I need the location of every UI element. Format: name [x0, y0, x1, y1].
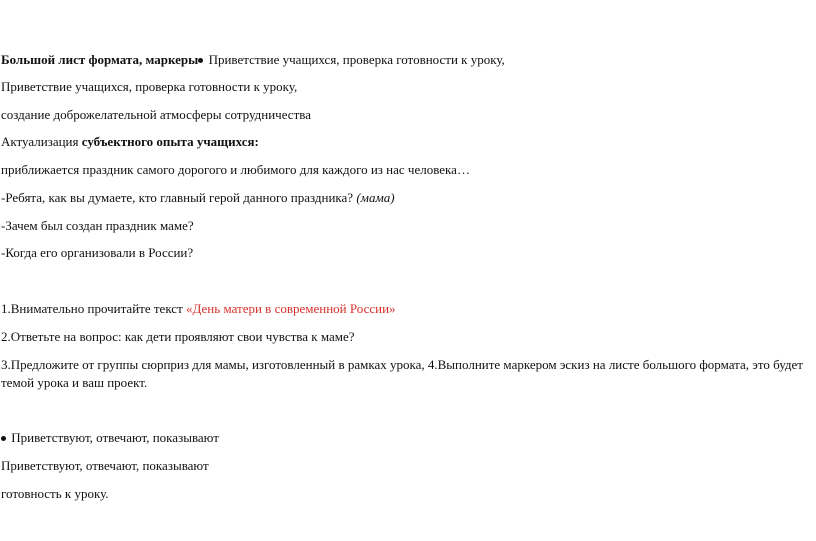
- task-suggest-surprise-line: 3.Предложите от группы сюрприз для мамы, изготовленный в рамках урока, 4.Выполните маркером эскиз на листе большого формата, это будет: [1, 357, 803, 372]
- question-why-created-line: -Зачем был создан праздник маме?: [1, 218, 194, 233]
- question-main-hero-line: [1, 190, 395, 206]
- subject-experience-text: субъектного опыта учащихся:: [81, 134, 259, 149]
- question-when-organized-line: -Когда его организовали в России?: [1, 245, 194, 260]
- bullet-icon: [198, 58, 203, 63]
- holiday-approaching-line: приближается праздник самого дорогого и любимого для каждого из нас человека…: [1, 162, 470, 177]
- greeting-line: Приветствие учащихся, проверка готовности к уроку,: [1, 79, 298, 94]
- bullet-icon: [1, 436, 6, 441]
- students-response-line: Приветствуют, отвечают, показывают: [1, 458, 209, 473]
- answer-mama: (мама): [356, 190, 395, 205]
- task-answer-question-line: 2.Ответьте на вопрос: как дети проявляют свои чувства к маме?: [1, 329, 355, 344]
- students-response-bullet-line: [1, 430, 219, 446]
- greeting-text: Приветствие учащихся, проверка готовности к уроку,: [205, 52, 505, 67]
- students-response-text: Приветствуют, отвечают, показывают: [8, 430, 219, 445]
- text-title-highlight: «День матери в современной России»: [186, 301, 396, 316]
- materials-label: Большой лист формата, маркеры: [1, 52, 199, 67]
- task-read-text-line: [1, 301, 396, 317]
- atmosphere-line: создание доброжелательной атмосферы сотрудничества: [1, 107, 311, 122]
- task-read-text: 1.Внимательно прочитайте текст: [1, 301, 187, 316]
- actualization-line: [1, 134, 259, 150]
- materials-and-greeting-line: [1, 52, 505, 68]
- actualization-label: Актуализация: [1, 134, 82, 149]
- question-main-hero-text: -Ребята, как вы думаете, кто главный герой данного праздника?: [1, 190, 357, 205]
- task-project-line: темой урока и ваш проект.: [1, 375, 148, 390]
- readiness-line: готовность к уроку.: [1, 486, 109, 501]
